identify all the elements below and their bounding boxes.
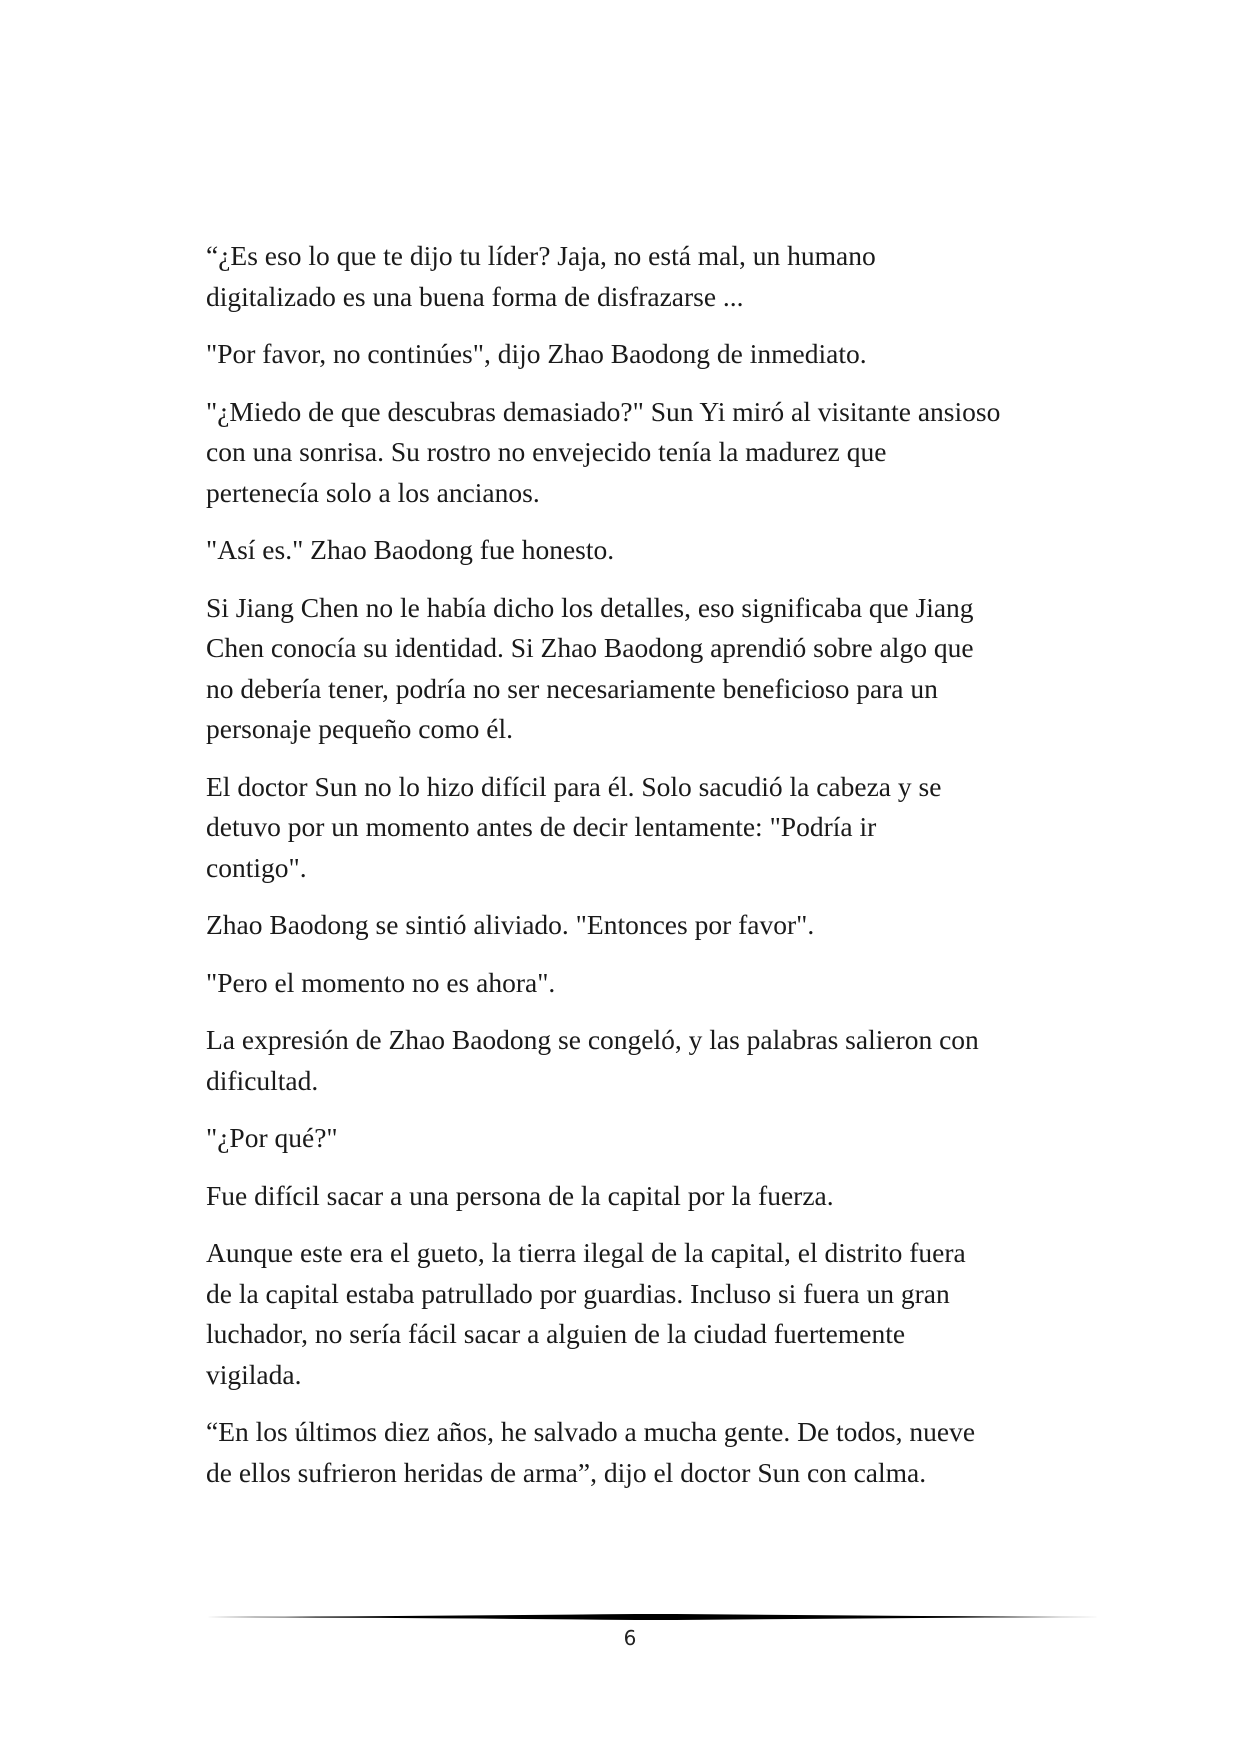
- paragraph: "Pero el momento no es ahora".: [206, 966, 556, 998]
- paragraph: El doctor Sun no lo hizo difícil para él. Solo sacudió la cabeza y se detuvo por un momento antes de decir lentamente: "Podría ir contigo".: [206, 770, 942, 883]
- page-number: 6: [623, 1626, 637, 1650]
- paragraph: "¿Miedo de que descubras demasiado?" Sun Yi miró al visitante ansioso con una sonrisa. Su rostro no envejecido tenía la madurez que pertenecía solo a los ancianos.: [206, 395, 1001, 508]
- body-text: [206, 236, 1066, 1510]
- footer-divider: [206, 1611, 1101, 1623]
- paragraph: Fue difícil sacar a una persona de la capital por la fuerza.: [206, 1179, 834, 1211]
- paragraph: "¿Por qué?": [206, 1122, 338, 1153]
- paragraph: "Así es." Zhao Baodong fue honesto.: [206, 534, 615, 565]
- paragraph: La expresión de Zhao Baodong se congeló, y las palabras salieron con dificultad.: [206, 1024, 979, 1096]
- paragraph: Zhao Baodong se sintió aliviado. "Entonces por favor".: [206, 909, 815, 940]
- paragraph: “¿Es eso lo que te dijo tu líder? Jaja, no está mal, un humano digitalizado es una buena forma de disfrazarse ...: [206, 240, 876, 312]
- paragraph: “En los últimos diez años, he salvado a mucha gente. De todos, nueve de ellos sufrieron heridas de arma”, dijo el doctor Sun con calma.: [206, 1416, 976, 1488]
- paragraph: Si Jiang Chen no le había dicho los detalles, eso significaba que Jiang Chen conocía su identidad. Si Zhao Baodong aprendió sobre algo que no debería tener, podría no ser necesariamente beneficioso para un personaje pequeño como él.: [206, 591, 974, 744]
- paragraph: "Por favor, no continúes", dijo Zhao Baodong de inmediato.: [206, 338, 867, 369]
- paragraph: Aunque este era el gueto, la tierra ilegal de la capital, el distrito fuera de la capital estaba patrullado por guardias. Incluso si fuera un gran luchador, no sería fácil sacar a alguien de la ciudad fuertemente vigilada.: [206, 1237, 966, 1390]
